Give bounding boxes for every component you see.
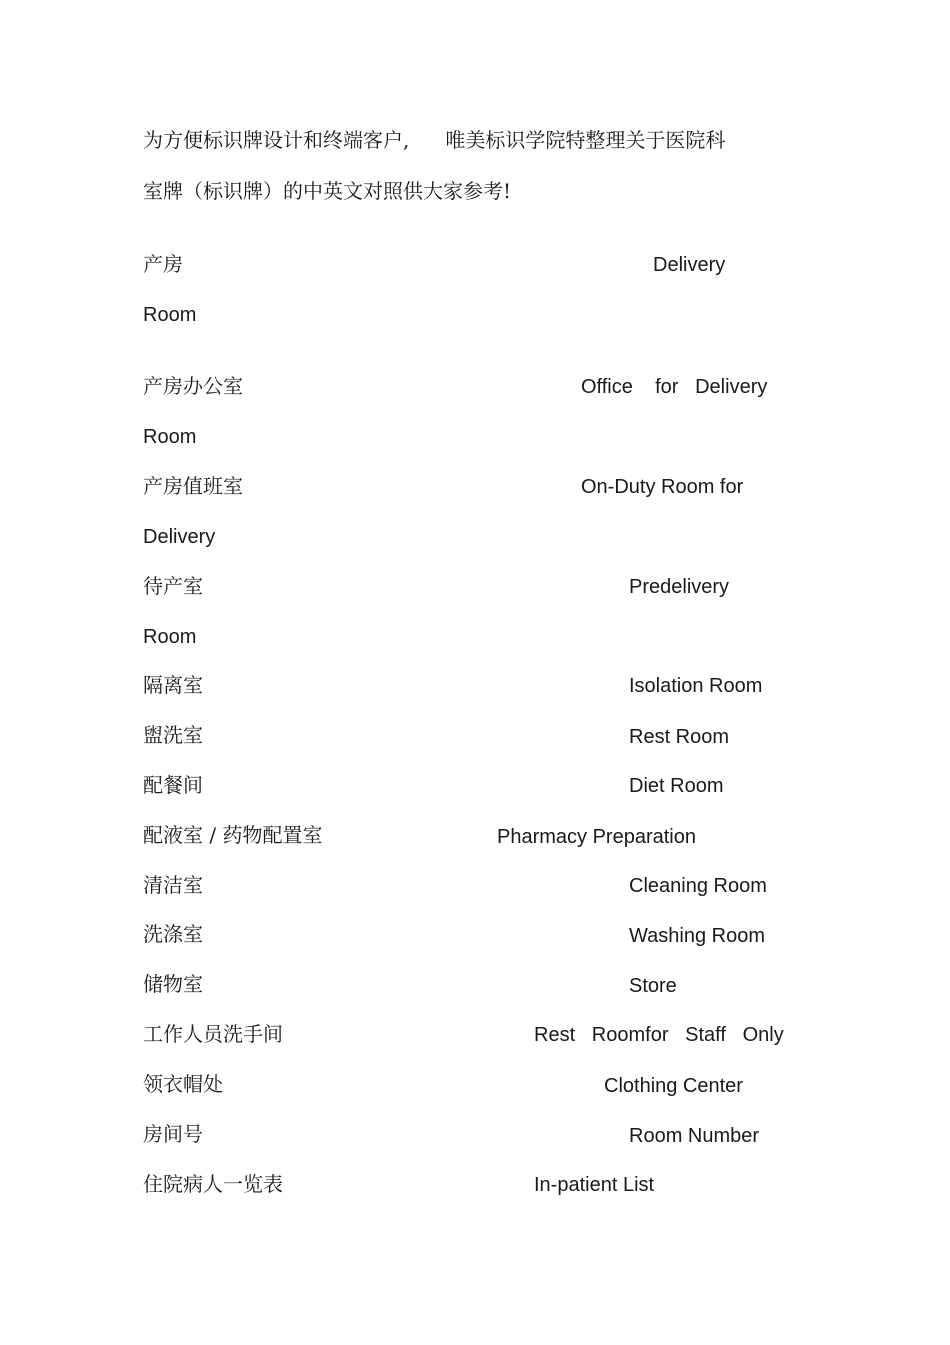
entry-zh-washing-room: 洗涤室 [143,922,203,946]
entry-zh-pharmacy-preparation: 配液室 / 药物配置室 [143,823,323,847]
intro-line-1-part-a: 为方便标识牌设计和终端客户, [143,128,410,152]
entry-zh-inpatient-list: 住院病人一览表 [143,1172,283,1196]
entry-zh-delivery-office: 产房办公室 [143,374,243,398]
entry-zh-delivery-room: 产房 [143,252,183,276]
entry-zh-isolation-room: 隔离室 [143,673,203,697]
entry-en-cleaning-room: Cleaning Room [629,875,767,897]
entry-en-predelivery-room: Predelivery [629,576,730,598]
entry-zh-staff-rest-room: 工作人员洗手间 [143,1022,283,1046]
entry-en-isolation-room: Isolation Room [629,675,763,697]
entry-en-staff-rest-room: Rest Roomfor Staff Only [534,1024,784,1046]
entry-zh-store: 储物室 [143,972,203,996]
entry-en-delivery-office: Office for Delivery [581,376,768,398]
entry-zh-diet-room: 配餐间 [143,773,203,797]
intro-line-1 [143,128,725,152]
entry-en-room-number: Room Number [629,1125,760,1147]
entry-en-wrap-on-duty-room: Delivery [143,526,216,548]
entry-zh-room-number: 房间号 [143,1122,203,1146]
entry-zh-predelivery-room: 待产室 [143,574,203,598]
entry-en-on-duty-room: On-Duty Room for [581,476,744,498]
intro-line-1-part-b: 唯美标识学院特整理关于医院科 [445,128,726,152]
entry-zh-on-duty-room: 产房值班室 [143,474,243,498]
entry-en-wrap-delivery-office: Room [143,426,197,448]
entry-en-rest-room: Rest Room [629,726,730,748]
entry-zh-cleaning-room: 清洁室 [143,873,203,897]
entry-zh-clothing-center: 领衣帽处 [143,1072,223,1096]
entry-zh-rest-room: 盥洗室 [143,723,203,747]
entry-en-diet-room: Diet Room [629,775,724,797]
entry-en-clothing-center: Clothing Center [604,1075,743,1097]
entry-en-pharmacy-preparation: Pharmacy Preparation [497,826,696,848]
entry-en-wrap-predelivery-room: Room [143,626,197,648]
entry-en-store: Store [629,975,677,997]
entry-en-inpatient-list: In-patient List [534,1174,655,1196]
entry-en-wrap-delivery-room: Room [143,304,197,326]
intro-line-2: 室牌（标识牌）的中英文对照供大家参考! [143,179,512,203]
entry-en-washing-room: Washing Room [629,925,765,947]
entry-en-delivery-room: Delivery [653,254,726,276]
